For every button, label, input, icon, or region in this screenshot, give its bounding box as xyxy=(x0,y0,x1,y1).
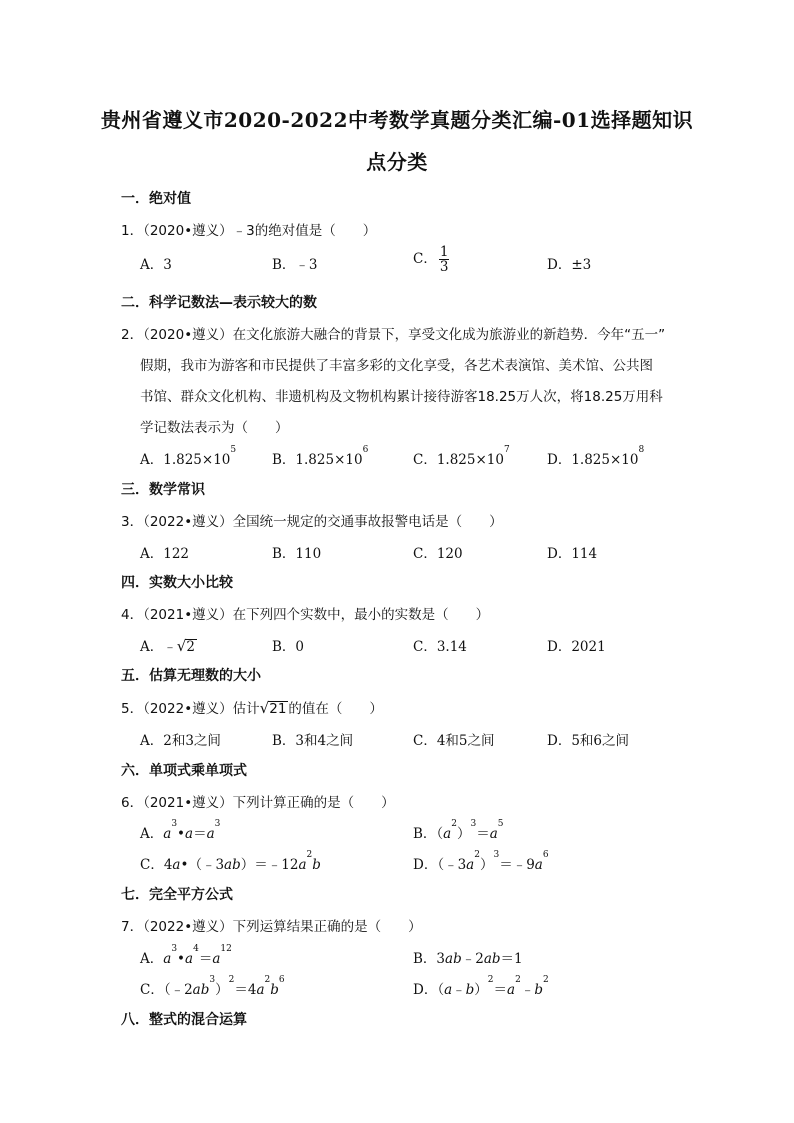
q1-option-d: D．±3 xyxy=(547,257,592,273)
q2-option-c: C．$1.825\times 10^7$ xyxy=(413,445,510,468)
page-title: 贵州省遵义市2020-2022中考数学真题分类汇编-01选择题知识 xyxy=(100,108,694,132)
q5-option-d: D．5和6之间 xyxy=(547,733,630,749)
question-2-line: 学记数法表示为（ ） xyxy=(140,420,289,436)
question-2: 2．（2020•遵义）在文化旅游大融合的背景下，享受文化成为旅游业的新趋势．今年“五一” xyxy=(121,327,666,343)
q5-option-b: B．3和4之间 xyxy=(272,733,354,749)
q3-option-d: D．114 xyxy=(547,546,598,562)
q7-option-d: D．$(a﹣b)^2=a^2﹣b^2$ xyxy=(413,975,549,998)
section-heading: 三．数学常识 xyxy=(121,482,205,498)
section-heading: 一．绝对值 xyxy=(121,191,191,207)
question-5: 5．（2022•遵义）估计√21 的值在（ ） xyxy=(121,699,383,717)
question-1: 1．（2020•遵义）﹣3的绝对值是（ ） xyxy=(121,223,377,239)
q4-option-a: A．﹣√2 xyxy=(140,637,195,655)
q4-option-d: D．2021 xyxy=(547,639,606,655)
section-heading: 二．科学记数法—表示较大的数 xyxy=(121,295,317,311)
section-heading: 六．单项式乘单项式 xyxy=(121,763,247,779)
denominator: 3 xyxy=(439,259,449,275)
q7-option-c: C．$(﹣2ab^3)^2=4a^2b^6$ xyxy=(140,975,285,998)
radical-sign: √ xyxy=(259,699,270,717)
radicand: 21 xyxy=(269,701,287,717)
q1-option-c xyxy=(413,245,449,274)
question-4: 4．（2021•遵义）在下列四个实数中，最小的实数是（ ） xyxy=(121,607,490,623)
q7-option-b: B．3ab﹣2ab＝1 xyxy=(413,951,523,967)
q7-option-a: A．$a^3•a^4=a^{12}$ xyxy=(140,944,232,967)
q2-option-b: B．$1.825\times 10^6$ xyxy=(272,445,369,468)
q3-option-a: A．122 xyxy=(140,546,190,562)
q4-option-c: C．3.14 xyxy=(413,639,467,655)
q1-option-a: A．3 xyxy=(140,257,172,273)
section-heading: 七．完全平方公式 xyxy=(121,887,233,903)
q3-option-b: B．110 xyxy=(272,546,322,562)
q4-option-b: B．0 xyxy=(272,639,305,655)
section-heading: 八．整式的混合运算 xyxy=(121,1012,247,1028)
q6-option-a: A．$a^3•a=a^3$ xyxy=(140,819,221,842)
q6-option-c: C．$4a•(﹣3ab)=﹣12a^2b$ xyxy=(140,850,321,873)
option-label: C． xyxy=(413,251,437,267)
question-3: 3．（2022•遵义）全国统一规定的交通事故报警电话是（ ） xyxy=(121,514,503,530)
question-2-line: 假期，我市为游客和市民提供了丰富多彩的文化享受，各艺术表演馆、美术馆、公共图 xyxy=(140,358,653,374)
radical-sign: √ xyxy=(176,637,187,655)
q5-option-a: A．2和3之间 xyxy=(140,733,221,749)
q2-option-a: A．$1.825\times 10^5$ xyxy=(140,445,237,468)
radicand: 2 xyxy=(186,639,195,655)
q1-option-b: B．﹣3 xyxy=(272,257,318,273)
question-2-line: 书馆、群众文化机构、非遗机构及文物机构累计接待游客18.25万人次，将18.25万用科 xyxy=(140,389,663,405)
q6-option-d: D．$(﹣3a^2)^3=﹣9a^6$ xyxy=(413,850,549,873)
section-heading: 五．估算无理数的大小 xyxy=(121,668,261,684)
question-6: 6．（2021•遵义）下列计算正确的是（ ） xyxy=(121,795,395,811)
q3-option-c: C．120 xyxy=(413,546,463,562)
numerator: 1 xyxy=(439,244,449,260)
question-7: 7．（2022•遵义）下列运算结果正确的是（ ） xyxy=(121,919,422,935)
q2-option-d: D．$1.825\times 10^8$ xyxy=(547,445,645,468)
page-title-line2: 点分类 xyxy=(366,150,428,174)
fraction xyxy=(439,245,450,274)
q6-option-b: B．$(a^2)^3=a^5$ xyxy=(413,819,504,842)
section-heading: 四．实数大小比较 xyxy=(121,575,233,591)
q5-option-c: C．4和5之间 xyxy=(413,733,495,749)
